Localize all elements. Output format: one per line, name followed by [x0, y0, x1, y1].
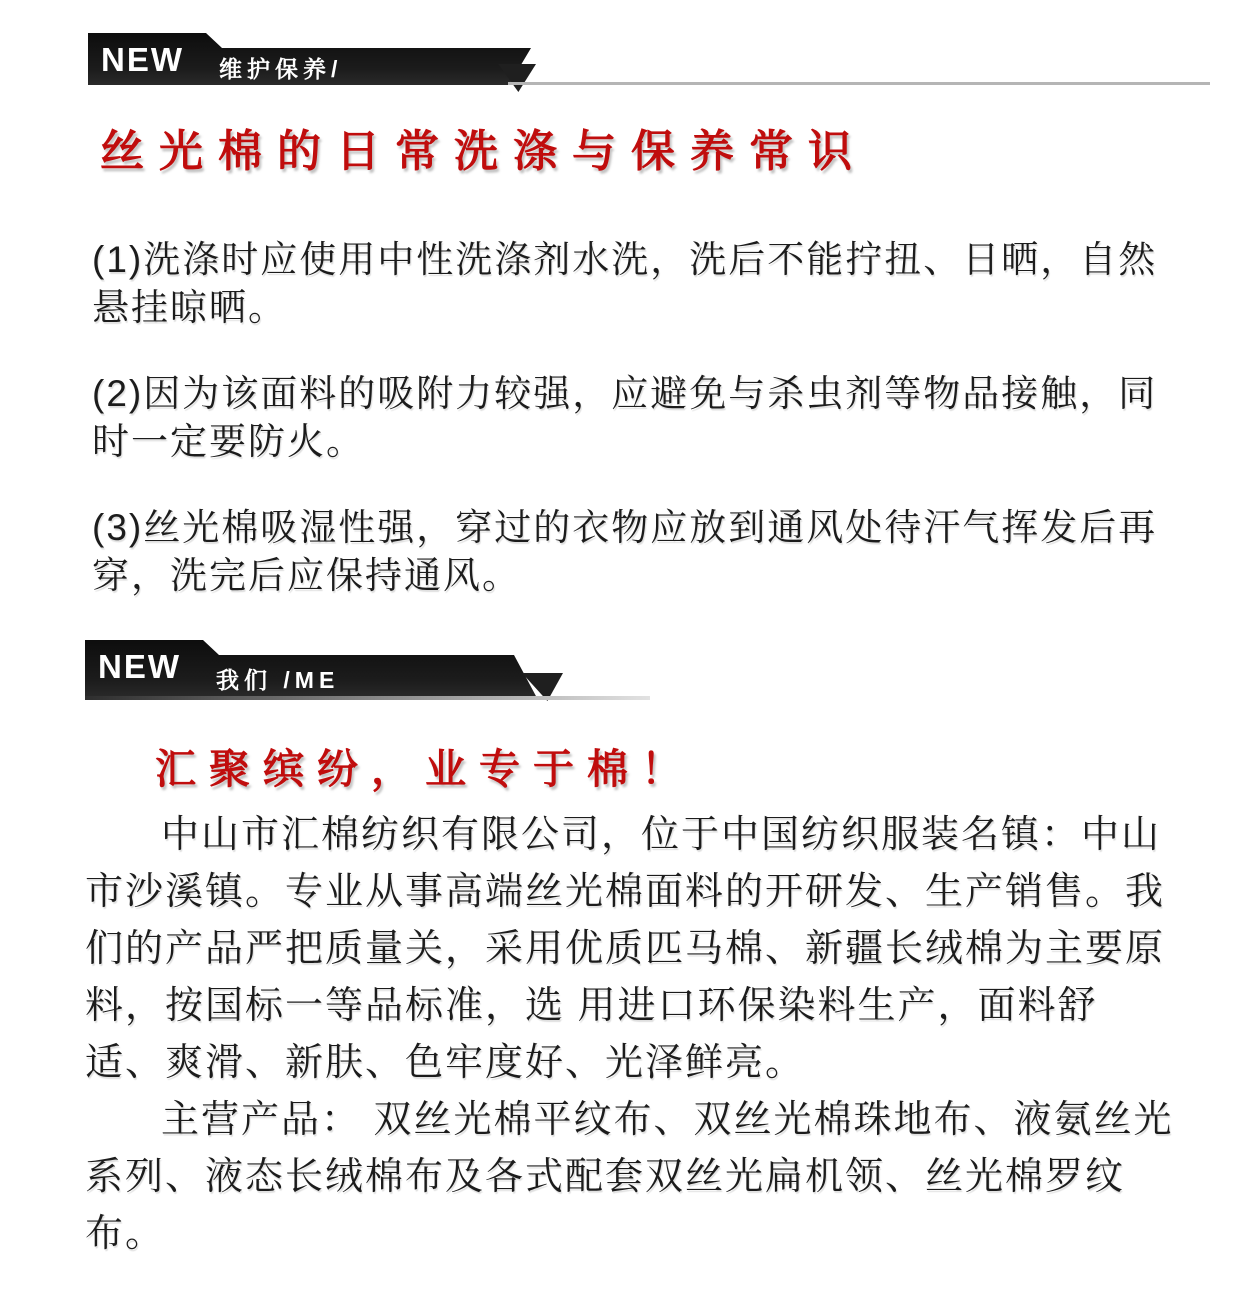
care-paragraph-2: (2)因为该面料的吸附力较强，应避免与杀虫剂等物品接触，同时一定要防火。: [92, 373, 1158, 462]
about-paragraphs: [85, 807, 1177, 1263]
care-banner-label: 维护保养/: [219, 56, 343, 82]
banner-tail-line: [508, 82, 1210, 85]
about-banner-label: 我们 /ME: [216, 667, 340, 693]
about-products-paragraph: 主营产品： 双丝光棉平纹布、双丝光棉珠地布、液氨丝光系列、液态长绒棉布及各式配套双丝光扁机领、丝光棉罗纹布。: [85, 1099, 1174, 1255]
care-section-banner: [88, 33, 558, 85]
new-badge: NEW: [98, 648, 181, 685]
care-paragraph-3: (3)丝光棉吸湿性强，穿过的衣物应放到通风处待汗气挥发后再穿，洗完后应保持通风。: [92, 507, 1158, 596]
new-badge: NEW: [101, 41, 184, 78]
about-intro-paragraph: 中山市汇棉纺织有限公司，位于中国纺织服装名镇：中山市沙溪镇。专业从事高端丝光棉面料的开研发、生产销售。我们的产品严把质量关，采用优质匹马棉、新疆长绒棉为主要原料，按国标一等品标准，选 用进口环保染料生产，面料舒适、爽滑、新肤、色牢度好、光泽鲜亮。: [85, 814, 1166, 1084]
care-title: 丝光棉的日常洗涤与保养常识: [100, 127, 867, 176]
about-slogan: 汇聚缤纷，业专于棉！: [155, 746, 695, 792]
care-paragraph-1: (1)洗涤时应使用中性洗涤剂水洗，洗后不能拧扭、日晒，自然悬挂晾晒。: [92, 239, 1158, 328]
banner-under-line: [85, 696, 650, 700]
about-section-banner: [85, 640, 560, 698]
care-paragraphs: [92, 236, 1170, 638]
